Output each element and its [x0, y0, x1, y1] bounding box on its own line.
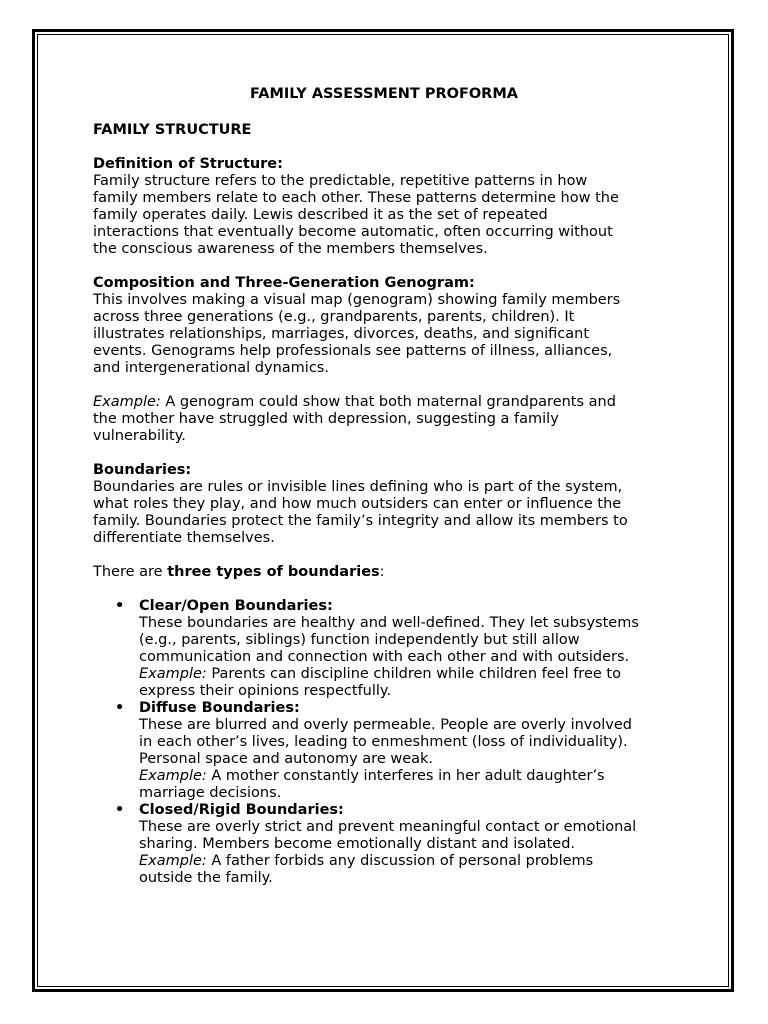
composition-line: events. Genograms help professionals see patterns of illness, alliances, — [93, 343, 613, 359]
example-label: Example: — [139, 768, 207, 784]
boundaries-line: what roles they play, and how much outsiders can enter or influence the — [93, 496, 622, 512]
boundary-type-name: Closed/Rigid Boundaries: — [139, 802, 344, 818]
boundary-type-line: communication and connection with each other and with outsiders. — [139, 649, 630, 665]
boundary-type-line: These are blurred and overly permeable. People are overly involved — [139, 717, 632, 733]
example-text: A mother constantly interferes in her adult daughter’s — [206, 768, 605, 784]
composition-line: illustrates relationships, marriages, divorces, deaths, and significant — [93, 326, 590, 342]
boundary-type-line: These boundaries are healthy and well-defined. They let subsystems — [139, 615, 639, 631]
boundary-types-intro — [93, 564, 678, 581]
list-item-closed-boundaries — [93, 802, 678, 887]
composition-example-line — [93, 394, 678, 411]
bullet-icon: • — [115, 700, 125, 716]
intro-bold: three types of boundaries — [167, 564, 380, 580]
composition-line: and intergenerational dynamics. — [93, 360, 329, 376]
example-text: A father forbids any discussion of personal problems — [206, 853, 594, 869]
example-label: Example: — [93, 394, 161, 410]
boundaries-section — [93, 462, 678, 547]
document-body — [93, 86, 678, 887]
boundary-type-example — [139, 853, 678, 870]
bullet-icon: • — [115, 598, 125, 614]
example-label: Example: — [139, 666, 207, 682]
boundary-types-list — [93, 598, 678, 887]
boundary-type-line: Personal space and autonomy are weak. — [139, 751, 434, 767]
composition-heading: Composition and Three-Generation Genogram: — [93, 275, 475, 291]
example-text: Parents can discipline children while children feel free to — [206, 666, 621, 682]
boundary-type-example-line: marriage decisions. — [139, 785, 282, 801]
composition-line: across three generations (e.g., grandparents, parents, children). It — [93, 309, 575, 325]
composition-example — [93, 394, 678, 445]
boundaries-line: Boundaries are rules or invisible lines defining who is part of the system, — [93, 479, 623, 495]
list-item-diffuse-boundaries — [93, 700, 678, 802]
list-item-clear-boundaries — [93, 598, 678, 700]
boundary-type-line: (e.g., parents, siblings) function independently but still allow — [139, 632, 580, 648]
composition-example-line: the mother have struggled with depression, suggesting a family — [93, 411, 559, 427]
definition-line: family members relate to each other. These patterns determine how the — [93, 190, 619, 206]
boundary-type-line: in each other’s lives, leading to enmeshment (loss of individuality). — [139, 734, 628, 750]
boundaries-line: family. Boundaries protect the family’s integrity and allow its members to — [93, 513, 628, 529]
composition-section — [93, 275, 678, 377]
definition-heading: Definition of Structure: — [93, 156, 283, 172]
boundary-type-name: Clear/Open Boundaries: — [139, 598, 333, 614]
intro-suffix: : — [379, 564, 385, 580]
boundary-type-line: sharing. Members become emotionally distant and isolated. — [139, 836, 576, 852]
definition-line: the conscious awareness of the members themselves. — [93, 241, 488, 257]
boundary-type-example — [139, 768, 678, 785]
definition-section — [93, 156, 678, 258]
boundaries-heading: Boundaries: — [93, 462, 192, 478]
intro-prefix: There are — [93, 564, 168, 580]
boundary-type-example-line: express their opinions respectfully. — [139, 683, 392, 699]
example-label: Example: — [139, 853, 207, 869]
example-text: A genogram could show that both maternal grandparents and — [160, 394, 616, 410]
boundary-type-name: Diffuse Boundaries: — [139, 700, 300, 716]
definition-line: interactions that eventually become automatic, often occurring without — [93, 224, 613, 240]
boundaries-line: differentiate themselves. — [93, 530, 275, 546]
composition-line: This involves making a visual map (genogram) showing family members — [93, 292, 621, 308]
bullet-icon: • — [115, 802, 125, 818]
boundary-type-line: These are overly strict and prevent meaningful contact or emotional — [139, 819, 637, 835]
definition-line: family operates daily. Lewis described it as the set of repeated — [93, 207, 548, 223]
section-heading: FAMILY STRUCTURE — [93, 122, 252, 138]
definition-line: Family structure refers to the predictable, repetitive patterns in how — [93, 173, 588, 189]
composition-example-line: vulnerability. — [93, 428, 186, 444]
boundary-type-example — [139, 666, 678, 683]
document-title: FAMILY ASSESSMENT PROFORMA — [250, 86, 518, 102]
boundary-type-example-line: outside the family. — [139, 870, 273, 886]
